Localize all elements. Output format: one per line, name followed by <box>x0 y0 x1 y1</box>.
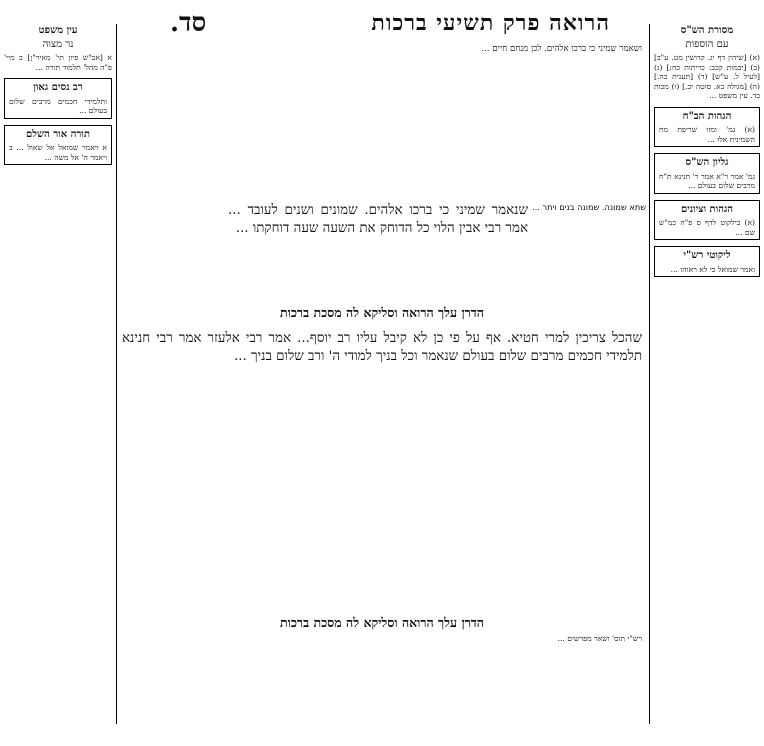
right-margin-text: (א) [שיהין דף יג. קדושין מט. ע"ב] (ב) [יבמות קכב: כריתות כח:] (ג) [לעיל ל. ע"ש] (ד) [תענית כה.] (ה) [מגילה כא. סוטה יב.] (ו) מכות כד. עין משפט ... <box>654 53 760 100</box>
box-torah-or-text: א ויאמר שמואל אל שאול ... ב ויאמר ה' אל משה ... <box>9 143 107 162</box>
box-rav-nissim-gaon <box>4 78 112 119</box>
box-gilyon-hashas-text: גמ' אמר ר"א אמר ר' חנינא ת"ח מרבים שלום בעולם ... <box>659 171 755 190</box>
gemara-upper <box>228 202 528 304</box>
rashi-text: שתא שמונה. שמונה בנים ויתר ... <box>532 202 646 212</box>
right-margin-head: מסורת הש"ס <box>680 25 734 36</box>
commentary-bottom-text: רש"י תוס' ושאר מפרשים ... <box>557 634 642 643</box>
box-hagahot-bach-text: (א) גמ' ומזו שריפת מח השמינית אלו ... <box>659 125 755 144</box>
box-hagahot-bach <box>654 107 760 148</box>
box-gilyon-hashas <box>654 153 760 194</box>
box-rav-nissim-gaon-head: רב נסים גאון <box>33 82 83 93</box>
commentary-bottom <box>122 634 642 742</box>
box-torah-or-head: תורה אור השלם <box>26 128 90 140</box>
box-gilyon-hashas-head: גליון הש"ס <box>685 157 729 168</box>
left-margin-sub: נר מצוה <box>42 38 74 50</box>
gemara-center-text: שהכל צריכין למרי חטיא. אף על פי כן לא קיבל עליו רב יוסף... אמר רבי אלעזר אמר רבי חנינא תלמידי חכמים מרבים שלום בעולם שנאמר וכל בניך למודי ה' ורב שלום בניך ... <box>122 331 642 364</box>
gemara-upper-text: שנאמר שמיני כי ברכו אלהים. שמונים ושנים לעובד ... אמר רבי אבין הלוי כל הדוחק את השעה שעה דוחקתו ... <box>228 203 528 236</box>
box-hagahot-tziyunim-text: (א) בילקוט לדף ס פ"ה כמ"ש שם ... <box>659 218 755 237</box>
right-column-rule <box>649 24 650 724</box>
left-column-rule <box>116 24 117 724</box>
box-likutei-rashi <box>654 246 760 277</box>
chapter-title: הרואה פרק תשיעי ברכות <box>371 10 610 36</box>
box-likutei-rashi-head: ליקוטי רש"י <box>683 250 731 261</box>
right-margin-sub: עם הוספות <box>685 38 729 50</box>
box-likutei-rashi-text: ואמר שמואל כי לא ראוהו ... <box>670 264 755 274</box>
box-hagahot-bach-head: הגהות הב"ח <box>682 110 732 122</box>
box-rav-nissim-gaon-text: ותלמידי חכמים מרבים שלום בעולם ... <box>9 96 107 115</box>
tosafot-top: ושאמר שמיני כי ברכו אלהים. לכן מנחם חיים ... <box>481 44 642 54</box>
left-margin-head: עין משפט <box>38 25 78 36</box>
siyum-text-top: הדרן עלך הרואה וסליקא לה מסכת ברכות <box>280 305 484 320</box>
box-hagahot-tziyunim <box>654 200 760 241</box>
folio-number: סד. <box>170 8 207 38</box>
right-margin-column <box>654 24 760 740</box>
rashi-column <box>526 202 646 304</box>
gemara-center <box>122 330 642 610</box>
left-margin-text: א [אב"ש פיון תי' מאיר"ן] ב מיי' פ"ה מהל' תלמוד תורה ... <box>4 53 112 72</box>
page-header <box>170 6 610 40</box>
box-torah-or <box>4 125 112 166</box>
left-margin-column <box>4 24 112 740</box>
box-hagahot-tziyunim-head: הגהות וציונים <box>680 203 734 215</box>
siyum-top <box>122 302 642 328</box>
siyum-bottom <box>122 612 642 632</box>
main-top-block <box>122 44 642 200</box>
siyum-text-bottom: הדרן עלך הרואה וסליקא לה מסכת ברכות <box>280 615 484 630</box>
